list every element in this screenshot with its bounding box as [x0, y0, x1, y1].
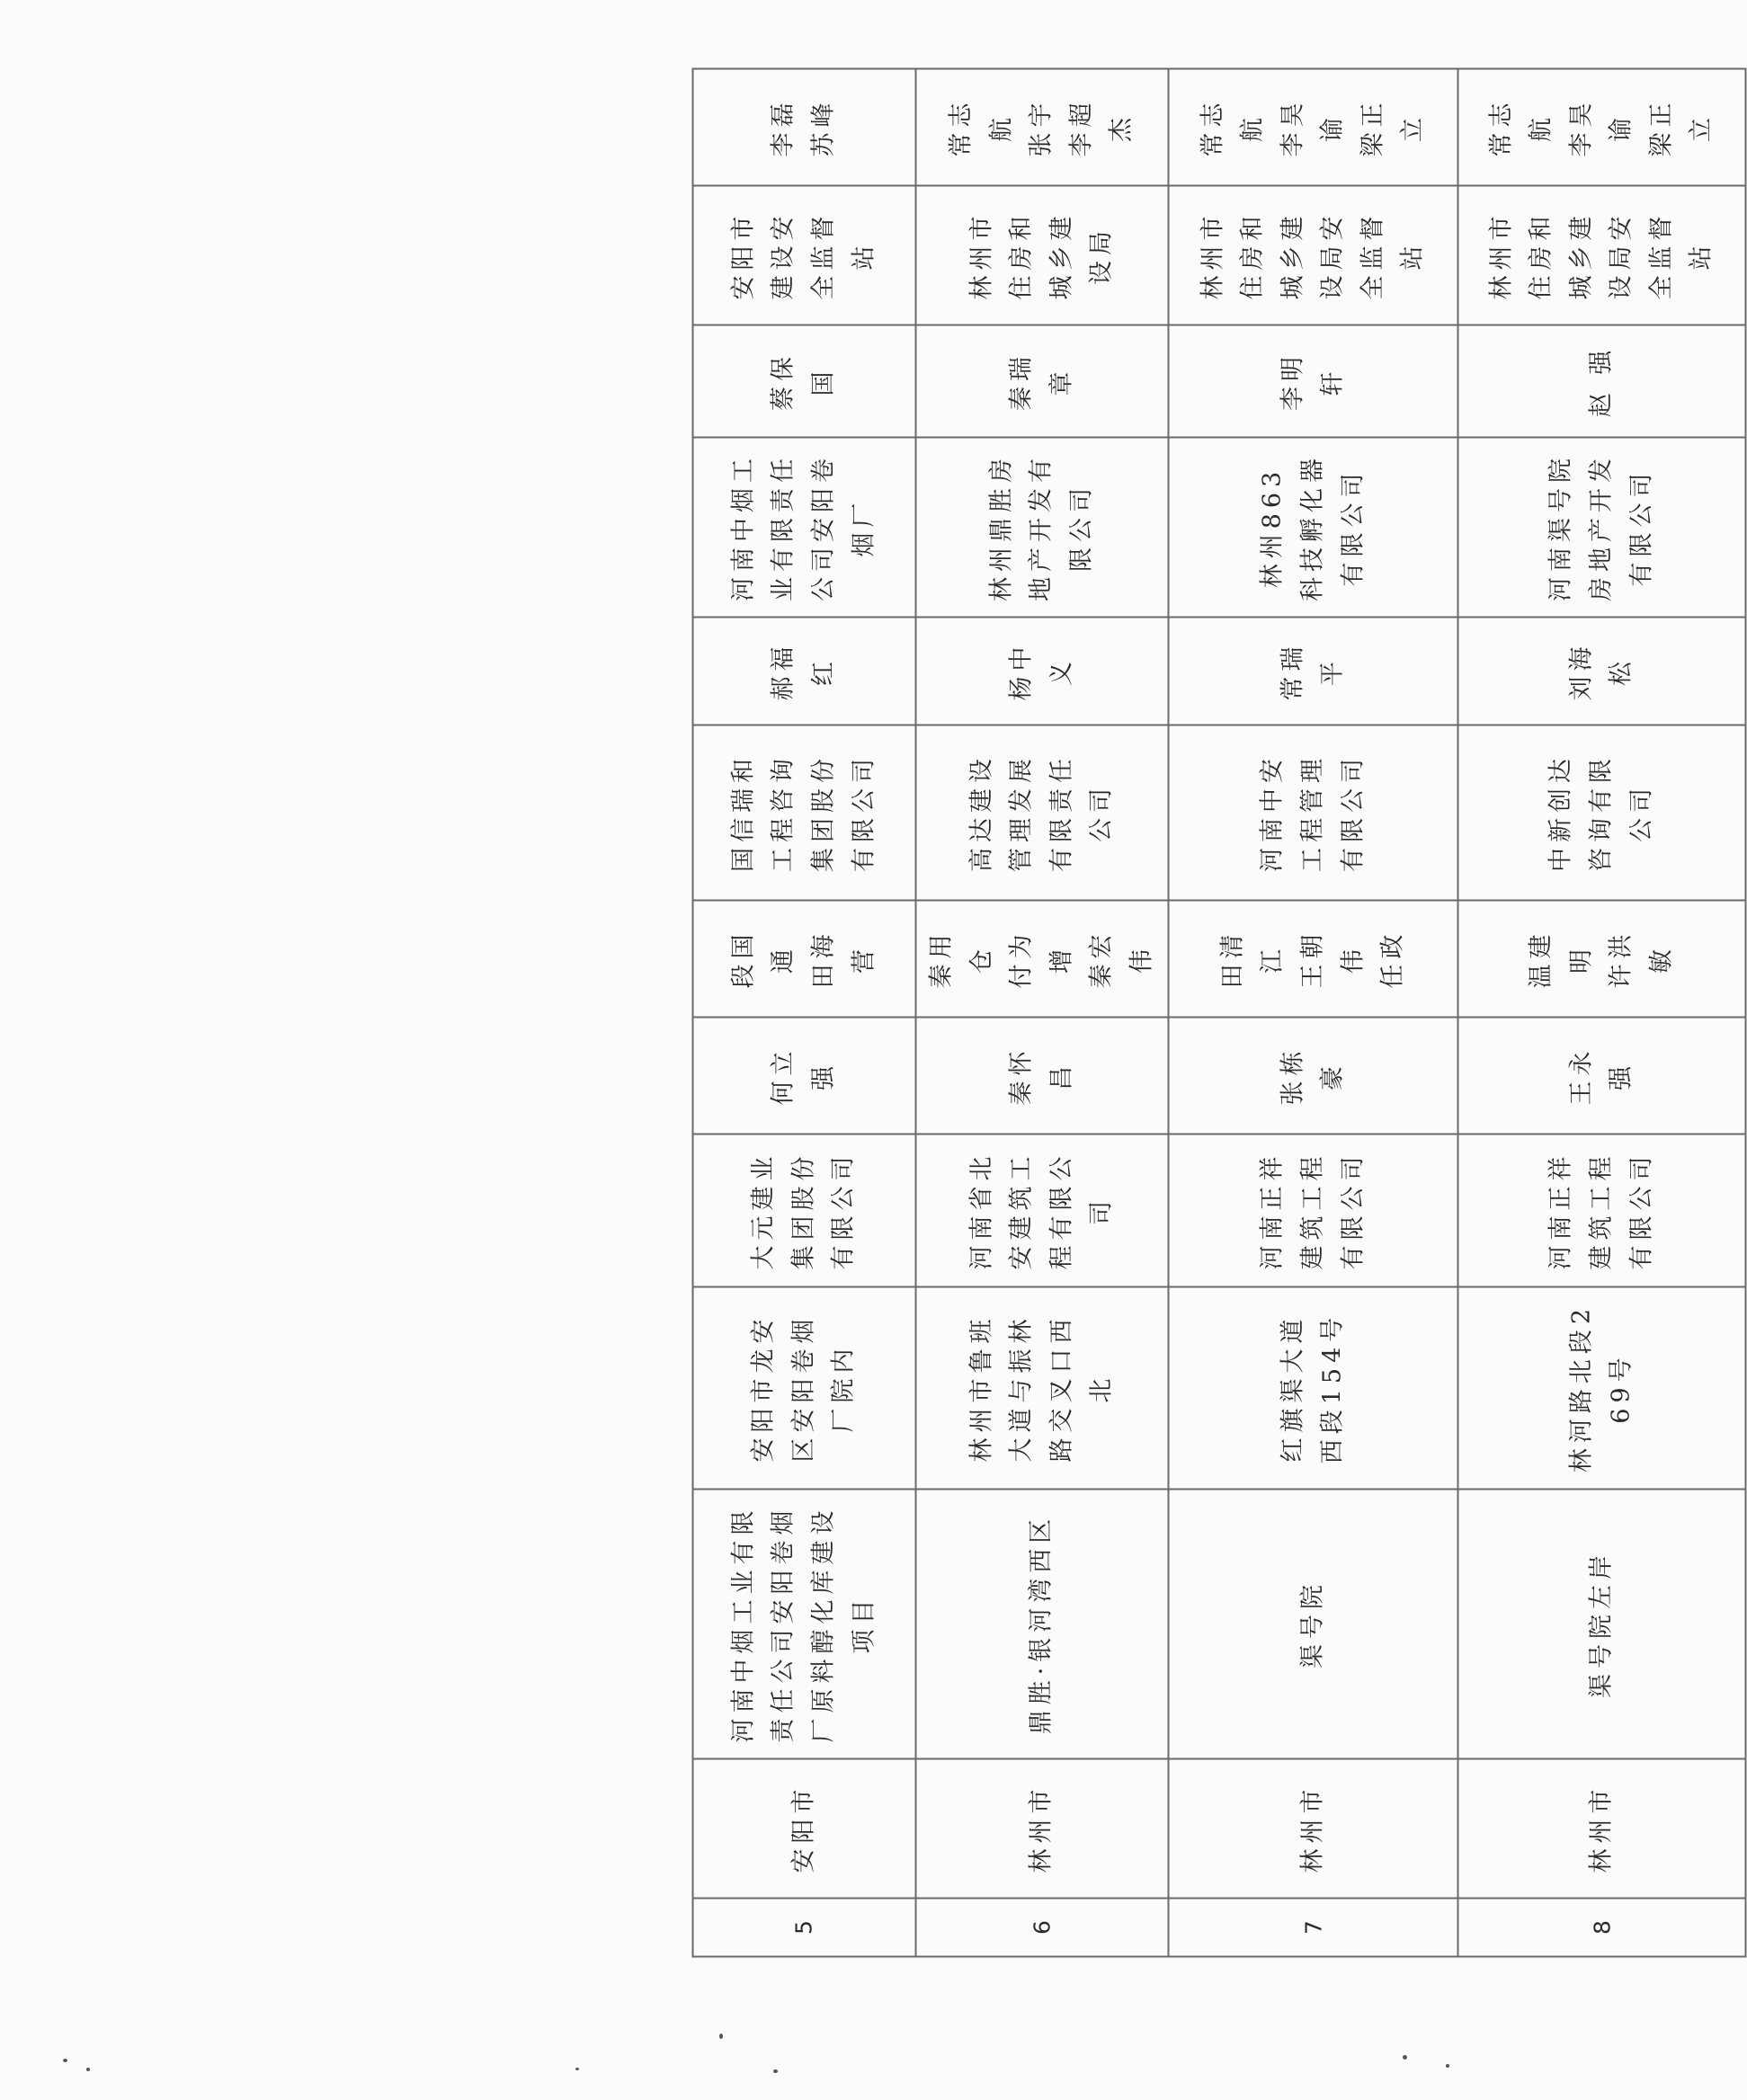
person-name: 李磊 [769, 97, 798, 157]
person-name: 常志航 [947, 97, 1016, 157]
person-name: 田海营 [809, 929, 878, 989]
authority-cell: 林州市住房和城乡建设局 [916, 186, 1169, 325]
builder-cell: 林州863科技孵化器有限公司 [1169, 438, 1458, 618]
scan-speck [575, 2068, 579, 2070]
city-cell: 林州市 [1458, 1759, 1746, 1899]
supervisor-cell: 中新创达咨询有限公司 [1458, 725, 1746, 901]
person-name: 苏峰 [809, 97, 838, 157]
project-address-cell: 林河路北段269号 [1458, 1287, 1746, 1490]
table-body [693, 69, 1746, 1957]
scan-speck [773, 2069, 778, 2073]
supervisor-person-cell: 郝福红 [693, 618, 916, 725]
authority-cell: 林州市住房和城乡建设局安全监督站 [1458, 186, 1746, 325]
contractor-manager-cell: 张栋豪 [1169, 1018, 1458, 1135]
person-name: 秦宏伟 [1087, 929, 1156, 989]
person-name: 梁正立 [1647, 97, 1716, 157]
project-address-cell: 安阳市龙安区安阳卷烟厂院内 [693, 1287, 916, 1490]
project-name-cell: 渠号院左岸 [1458, 1490, 1746, 1759]
authority-staff-cell [693, 69, 916, 186]
city-cell: 安阳市 [693, 1759, 916, 1899]
supervisor-person-cell: 刘海松 [1458, 618, 1746, 725]
contractor-manager-cell: 秦怀昌 [916, 1018, 1169, 1135]
project-name-cell: 河南中烟工业有限责任公司安阳卷烟厂原料醇化库建设项目 [693, 1490, 916, 1759]
authority-staff-cell [1458, 69, 1746, 186]
contractor-manager-cell: 王永强 [1458, 1018, 1746, 1135]
authority-cell: 安阳市建设安全监督站 [693, 186, 916, 325]
builder-person-cell: 李明轩 [1169, 325, 1458, 438]
person-name: 常志航 [1199, 97, 1267, 157]
row-number: 7 [1169, 1899, 1458, 1957]
table-row [916, 69, 1169, 1957]
authority-cell: 林州市住房和城乡建设局安全监督站 [1169, 186, 1458, 325]
authority-staff-cell [1169, 69, 1458, 186]
row-number: 8 [1458, 1899, 1746, 1957]
table-row [1169, 69, 1458, 1957]
project-name-cell: 渠号院 [1169, 1490, 1458, 1759]
project-address-cell: 林州市鲁班大道与振林路交叉口西北 [916, 1287, 1169, 1490]
supervisor-cell: 高达建设管理发展有限责任公司 [916, 725, 1169, 901]
scan-speck [1446, 2064, 1449, 2068]
scan-speck [719, 2033, 723, 2039]
project-name-cell: 鼎胜·银河湾西区 [916, 1490, 1169, 1759]
scan-speck [63, 2059, 67, 2062]
contractor-cell: 河南省北安建筑工程有限公司 [916, 1135, 1169, 1287]
person-name: 田清江 [1218, 929, 1287, 989]
person-name: 许洪敏 [1607, 929, 1676, 989]
supervisor-person-cell: 杨中义 [916, 618, 1169, 725]
builder-person-cell: 赵 强 [1458, 325, 1746, 438]
builder-cell: 林州鼎胜房地产开发有限公司 [916, 438, 1169, 618]
person-name: 秦用仓 [927, 929, 996, 989]
rotated-table-container [692, 97, 1716, 1958]
contractor-staff-cell [1458, 901, 1746, 1018]
city-cell: 林州市 [916, 1759, 1169, 1899]
person-name: 常志航 [1487, 97, 1555, 157]
contractor-staff-cell [693, 901, 916, 1018]
contractor-staff-cell [1169, 901, 1458, 1018]
person-name: 张宇 [1027, 97, 1056, 157]
scan-speck [1403, 2055, 1407, 2060]
row-number: 5 [693, 1899, 916, 1957]
person-name: 李昊谕 [1279, 97, 1347, 157]
project-address-cell: 红旗渠大道西段154号 [1169, 1287, 1458, 1490]
supervisor-cell: 国信瑞和工程咨询集团股份有限公司 [693, 725, 916, 901]
person-name: 付为增 [1007, 929, 1076, 989]
project-table [692, 68, 1747, 1958]
table-row [1458, 69, 1746, 1957]
scan-speck [86, 2068, 90, 2071]
contractor-cell: 大元建业集团股份有限公司 [693, 1135, 916, 1287]
supervisor-cell: 河南中安工程管理有限公司 [1169, 725, 1458, 901]
person-name: 王朝伟 [1298, 929, 1368, 989]
person-name: 温建明 [1527, 929, 1596, 989]
contractor-cell: 河南正祥建筑工程有限公司 [1169, 1135, 1458, 1287]
builder-cell: 河南中烟工业有限责任公司安阳卷烟厂 [693, 438, 916, 618]
builder-cell: 河南渠号院房地产开发有限公司 [1458, 438, 1746, 618]
person-name: 任政 [1378, 929, 1407, 989]
supervisor-person-cell: 常瑞平 [1169, 618, 1458, 725]
builder-person-cell: 蔡保国 [693, 325, 916, 438]
person-name: 李超杰 [1067, 97, 1136, 157]
person-name: 梁正立 [1359, 97, 1427, 157]
person-name: 李昊谕 [1567, 97, 1636, 157]
table-row [693, 69, 916, 1957]
person-name: 段国通 [729, 929, 798, 989]
row-number: 6 [916, 1899, 1169, 1957]
contractor-staff-cell [916, 901, 1169, 1018]
contractor-manager-cell: 何立强 [693, 1018, 916, 1135]
city-cell: 林州市 [1169, 1759, 1458, 1899]
authority-staff-cell [916, 69, 1169, 186]
contractor-cell: 河南正祥建筑工程有限公司 [1458, 1135, 1746, 1287]
builder-person-cell: 秦瑞章 [916, 325, 1169, 438]
